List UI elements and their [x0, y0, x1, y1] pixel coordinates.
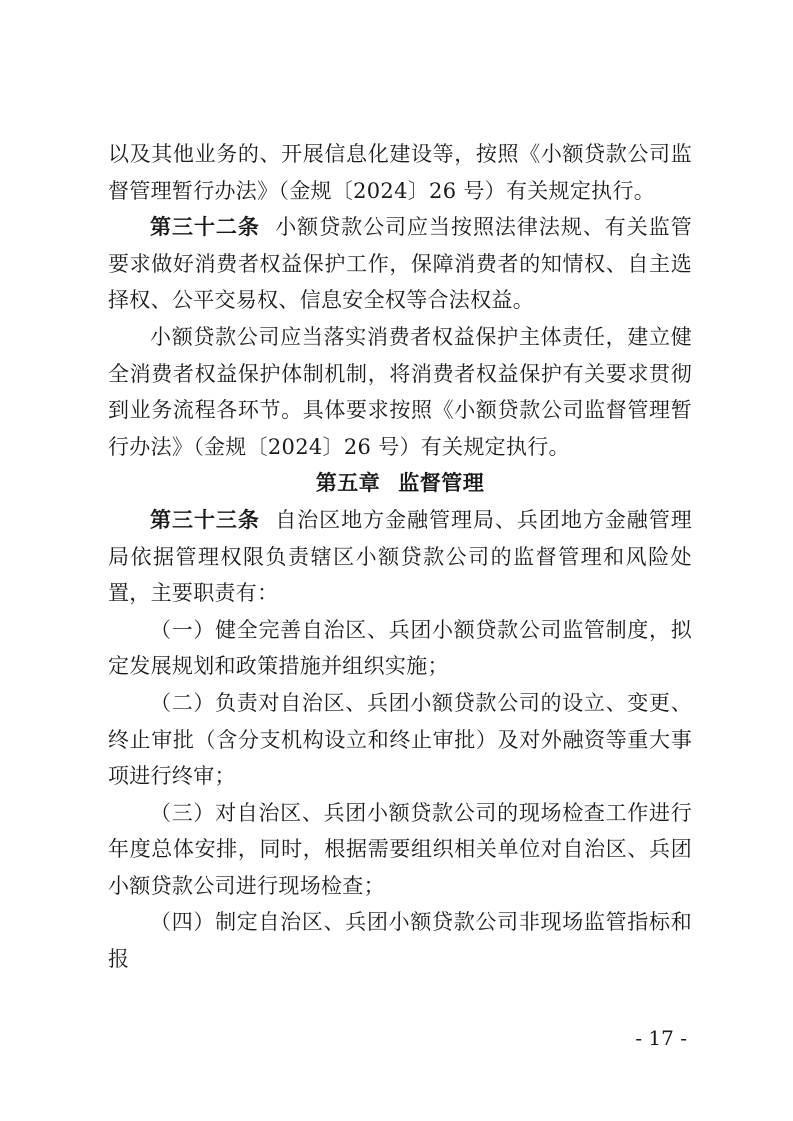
paragraph-continuation: [108, 136, 692, 209]
duty-text: （一）健全完善自治区、兵团小额贷款公司监管制度，拟定发展规划和政策措施并组织实施；: [108, 617, 692, 679]
paragraph-text: 小额贷款公司应当落实消费者权益保护主体责任，建立健全消费者权益保护体制机制，将消费者权益保护有关要求贯彻到业务流程各环节。具体要求按照《小额贷款公司监督管理暂行办法》（金规〔2024〕26 号）有关规定执行。: [108, 324, 692, 459]
duty-item-2: [108, 685, 692, 795]
duty-item-3: [108, 795, 692, 905]
duty-item-4: [108, 904, 692, 977]
chapter-title: 监督管理: [398, 470, 485, 496]
consumer-protection-paragraph: [108, 319, 692, 465]
duty-text: （二）负责对自治区、兵团小额贷款公司的设立、变更、终止审批（含分支机构设立和终止审批）及对外融资等重大事项进行终审；: [108, 690, 692, 789]
article-32-heading: 第三十二条: [150, 214, 260, 240]
duty-text: （三）对自治区、兵团小额贷款公司的现场检查工作进行年度总体安排，同时，根据需要组织相关单位对自治区、兵团小额贷款公司进行现场检查；: [108, 800, 692, 898]
paragraph-text: 以及其他业务的、开展信息化建设等，按照《小额贷款公司监督管理暂行办法》（金规〔2024〕26 号）有关规定执行。: [108, 142, 692, 203]
article-33-heading: 第三十三条: [150, 506, 260, 532]
article-32-paragraph: [108, 209, 692, 319]
article-33-text: 自治区地方金融管理局、兵团地方金融管理局依据管理权限负责辖区小额贷款公司的监督管理和风险处置，主要职责有：: [108, 507, 693, 606]
chapter-heading: [108, 465, 692, 502]
chapter-number: 第五章: [315, 470, 381, 496]
document-body: [108, 136, 692, 978]
article-33-paragraph: [108, 502, 692, 612]
article-32-text: 小额贷款公司应当按照法律法规、有关监管要求做好消费者权益保护工作，保障消费者的知情权、自主选择权、公平交易权、信息安全权等合法权益。: [108, 215, 693, 313]
duty-item-1: [108, 612, 692, 685]
duty-text: （四）制定自治区、兵团小额贷款公司非现场监管指标和报: [108, 910, 692, 972]
page-number: - 17 -: [635, 1026, 687, 1050]
